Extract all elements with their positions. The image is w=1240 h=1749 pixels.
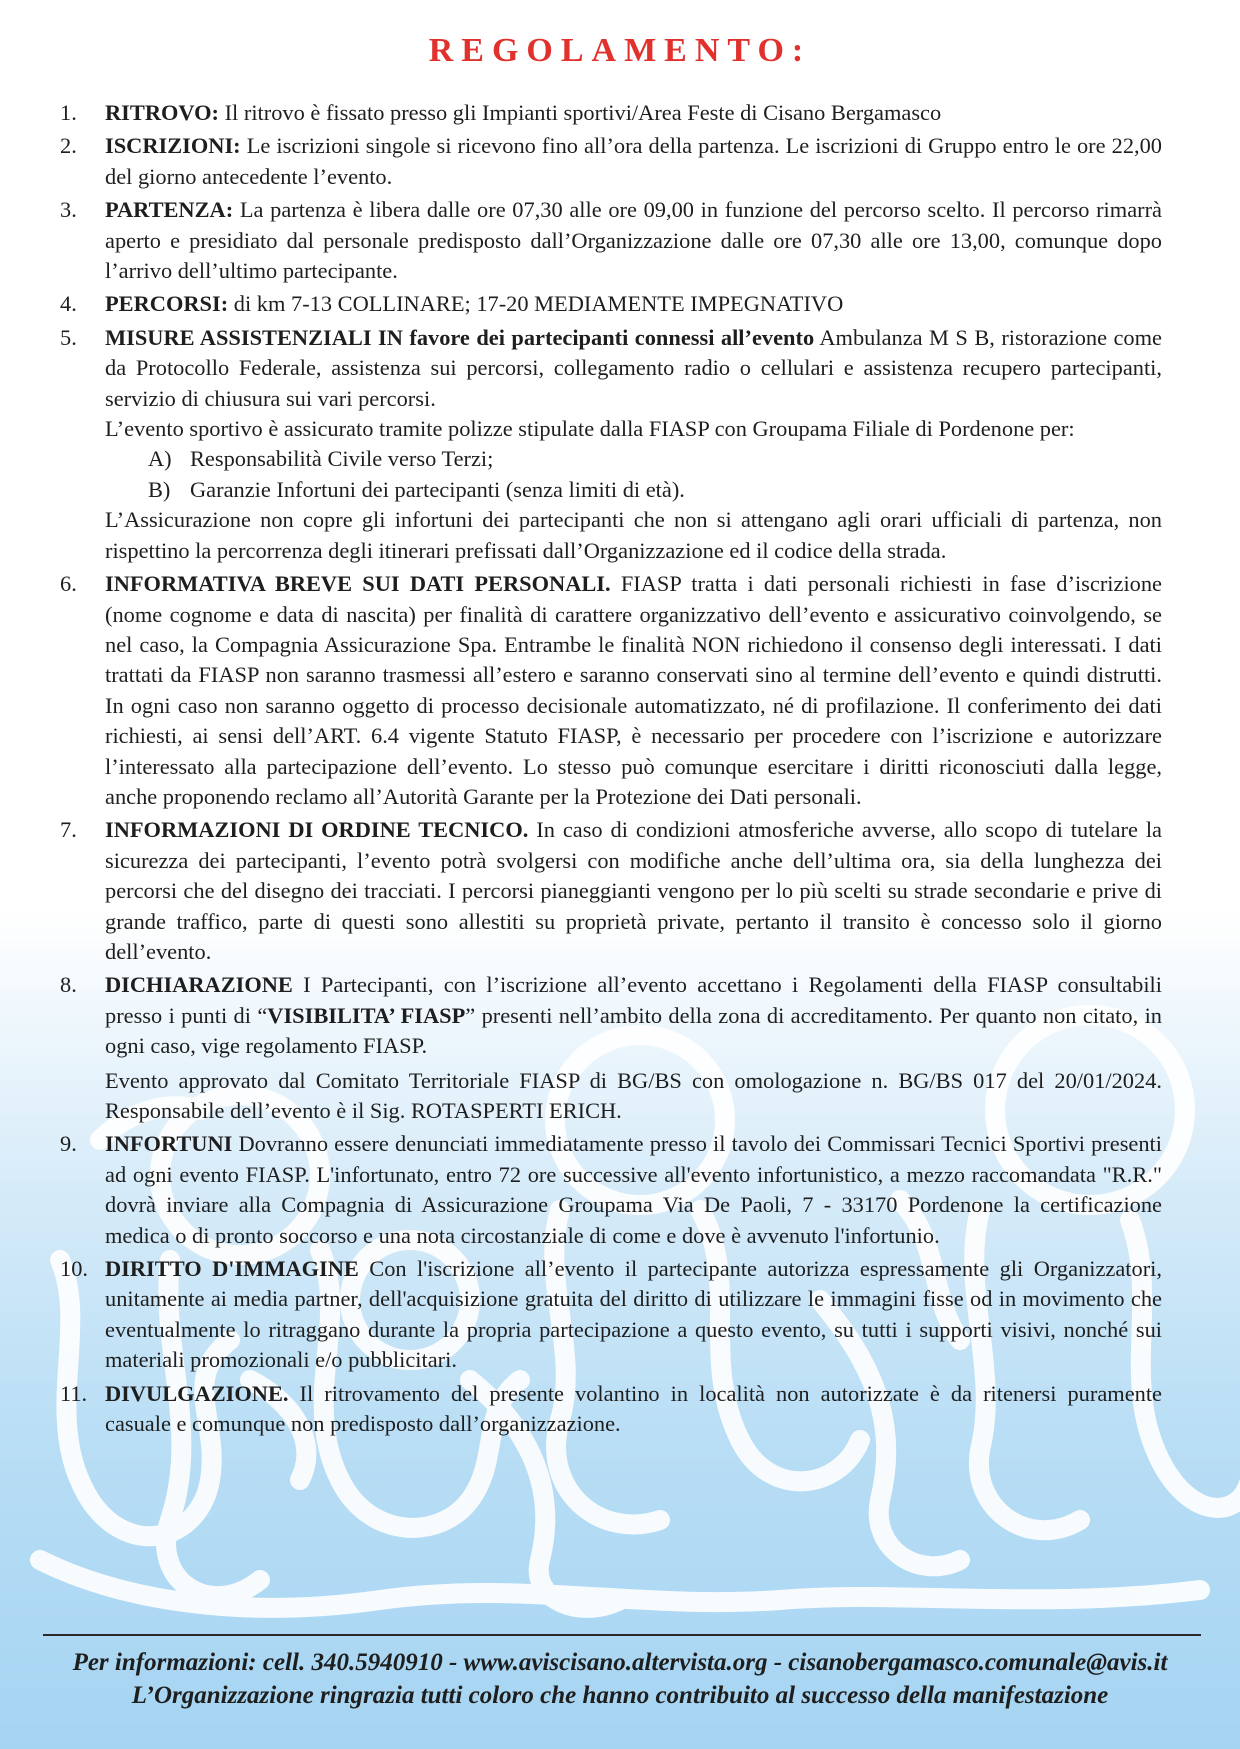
rule-text: Il ritrovamento del presente volantino in località non autorizzate è da ritenersi puramente casuale e comunque non predisposto dall’organizzazione. xyxy=(105,1380,1162,1437)
rule-diritto-immagine xyxy=(0,1254,1240,1376)
rule-infortuni xyxy=(0,1129,1240,1251)
rule-label: DIVULGAZIONE. xyxy=(105,1380,289,1406)
rule-label: INFORTUNI xyxy=(105,1131,233,1157)
rule-text: Ambulanza M S B, ristorazione come da Protocollo Federale, assistenza sui percorsi, collegamento radio o cellulari e assistenza recupero partecipanti, servizio di chiusura sui vari percorsi. xyxy=(105,324,1162,411)
footer-divider xyxy=(43,1634,1201,1636)
rule-label: RITROVO: xyxy=(105,100,219,125)
rule-partenza xyxy=(0,195,1240,286)
rule-dichiarazione xyxy=(0,970,1240,1126)
rule-text: La partenza è libera dalle ore 07,30 alle ore 09,00 in funzione del percorso scelto. Il percorso rimarrà aperto e presidiato dal personale predisposto dall’Organizzazione dalle ore 07,30 alle ore 13,00, comunque dopo l’arrivo dell’ultimo partecipante. xyxy=(105,197,1162,284)
rule-label: INFORMAZIONI DI ORDINE TECNICO. xyxy=(105,817,529,843)
rule-ritrovo xyxy=(0,98,1240,128)
rule-number: 7. xyxy=(60,817,77,843)
rule-divulgazione xyxy=(0,1379,1240,1440)
rule-number: 11. xyxy=(60,1380,88,1406)
page-title: REGOLAMENTO: xyxy=(428,32,812,69)
rule-number: 6. xyxy=(60,571,77,597)
sublist-item xyxy=(105,475,1162,505)
rule-text: Con l'iscrizione all’evento il partecipante autorizza espressamente gli Organizzatori, unitamente ai media partner, dell'acquisizione gratuita del diritto di utilizzare le immagini fisse od in movimento che eventualmente lo ritraggano durante la propria partecipazione a questo evento, su tutti i supporti visivi, nonché sui materiali promozionali e/o pubblicitari. xyxy=(105,1256,1162,1373)
contact-info: Per informazioni: cell. 340.5940910 - www.aviscisano.altervista.org - cisanobergamasco.comunale@avis.it xyxy=(72,1649,1168,1676)
rule-percorsi xyxy=(0,289,1240,319)
rule-number: 1. xyxy=(60,100,77,125)
rule-bold-text: VISIBILITA’ FIASP xyxy=(267,1002,466,1028)
rule-label: MISURE ASSISTENZIALI IN favore dei partecipanti connessi all’evento xyxy=(105,324,815,350)
sublist-letter: A) xyxy=(148,446,172,472)
rule-number: 10. xyxy=(60,1256,88,1282)
rule-number: 5. xyxy=(60,324,77,350)
rule-iscrizioni xyxy=(0,131,1240,192)
rule-approval-text: Evento approvato dal Comitato Territoriale FIASP di BG/BS con omologazione n. BG/BS 017 del 20/01/2024. Responsabile dell’evento è il Sig. ROTASPERTI ERICH. xyxy=(105,1067,1162,1123)
rule-text: Dovranno essere denunciati immediatamente presso il tavolo dei Commissari Tecnici Sportivi presenti ad ogni evento FIASP. L'infortunato, entro 72 ore successive all'evento infortunistico, a mezzo raccomandata "R.R." dovrà inviare alla Compagnia di Assicurazione Groupama Via De Paoli, 7 - 33170 Pordenone la certificazione medica o di pronto soccorso e una nota circostanziale di come e dove è avvenuto l'infortunio. xyxy=(105,1131,1162,1248)
rule-text: Le iscrizioni singole si ricevono fino all’ora della partenza. Le iscrizioni di Gruppo entro le ore 22,00 del giorno antecedente l’evento. xyxy=(105,133,1162,189)
rule-number: 8. xyxy=(60,972,77,998)
thanks-line: L’Organizzazione ringrazia tutti coloro che hanno contribuito al successo della manifestazione xyxy=(131,1682,1109,1709)
footer xyxy=(0,1646,1240,1712)
rule-text: di km 7-13 COLLINARE; 17-20 MEDIAMENTE IMPEGNATIVO xyxy=(228,291,844,317)
sublist-letter: B) xyxy=(148,476,171,502)
rule-insurance-text: L’evento sportivo è assicurato tramite polizze stipulate dalla FIASP con Groupama Filiale di Pordenone per: xyxy=(105,416,1075,442)
rule-text: FIASP tratta i dati personali richiesti in fase d’iscrizione (nome cognome e data di nascita) per finalità di carattere organizzativo dell’evento e assicurativo coinvolgendo, se nel caso, la Compagnia Assicurazione Spa. Entrambe le finalità NON richiedono il consenso degli interessati. I dati trattati da FIASP non saranno trasmessi all’estero e saranno conservati sino al termine dell’evento e quindi distrutti. In ogni caso non saranno oggetto di processo decisionale automatizzato, né di profilazione. Il conferimento dei dati richiesti, ai sensi dell’ART. 6.4 vigente Statuto FIASP, è necessario per procedere con l’iscrizione e autorizzare l’interessato alla partecipazione dell’evento. Lo stesso può comunque esercitare i diritti riconosciuti dalla legge, anche proponendo reclamo all’Autorità Garante per la Protezione dei Dati personali. xyxy=(105,571,1162,809)
sublist-text: Garanzie Infortuni dei partecipanti (senza limiti di età). xyxy=(190,476,685,502)
sublist-text: Responsabilità Civile verso Terzi; xyxy=(190,446,494,472)
sublist-item xyxy=(105,444,1162,474)
rule-text: In caso di condizioni atmosferiche avverse, allo scopo di tutelare la sicurezza dei partecipanti, l’evento potrà svolgersi con modifiche anche dell’ultima ora, sia della lunghezza dei percorsi che del disegno dei tracciati. I percorsi pianeggianti vengono per lo più scelti su strade secondarie e prive di grande traffico, parte di questi sono allestiti su proprietà private, pertanto il transito è concesso solo il giorno dell’evento. xyxy=(105,817,1162,964)
rule-label: DICHIARAZIONE xyxy=(105,972,293,998)
rule-number: 9. xyxy=(60,1131,77,1157)
rule-text: Il ritrovo è fissato presso gli Impianti sportivi/Area Feste di Cisano Bergamasco xyxy=(219,100,942,125)
rule-number: 3. xyxy=(60,197,77,223)
rule-label: PARTENZA: xyxy=(105,197,234,223)
insurance-sublist xyxy=(105,444,1162,505)
rule-insurance-exclusion: L’Assicurazione non copre gli infortuni dei partecipanti che non si attengano agli orari ufficiali di partenza, non rispettino la percorrenza degli itinerari prefissati dall’Organizzazione ed il codice della strada. xyxy=(105,507,1162,563)
rule-informazioni-tecniche xyxy=(0,815,1240,967)
rule-number: 4. xyxy=(60,291,77,317)
rule-label: PERCORSI: xyxy=(105,291,229,317)
doodle-figure xyxy=(40,1560,1200,1608)
rule-label: INFORMATIVA BREVE SUI DATI PERSONALI. xyxy=(105,571,611,597)
rule-text-continued: ” presenti nell’ambito della zona di accreditamento. Per quanto non citato, in ogni caso, vige regolamento FIASP. xyxy=(105,1002,1162,1059)
rule-misure-assistenziali xyxy=(0,323,1240,566)
rule-label: DIRITTO D'IMMAGINE xyxy=(105,1256,359,1282)
rule-text: I Partecipanti, con l’iscrizione all’evento accettano i Regolamenti della FIASP consultabili presso i punti di “ xyxy=(105,972,1162,1028)
rule-number: 2. xyxy=(60,133,77,159)
rule-informativa-dati xyxy=(0,569,1240,812)
rules-list xyxy=(0,98,1240,1442)
rule-label: ISCRIZIONI: xyxy=(105,133,241,159)
